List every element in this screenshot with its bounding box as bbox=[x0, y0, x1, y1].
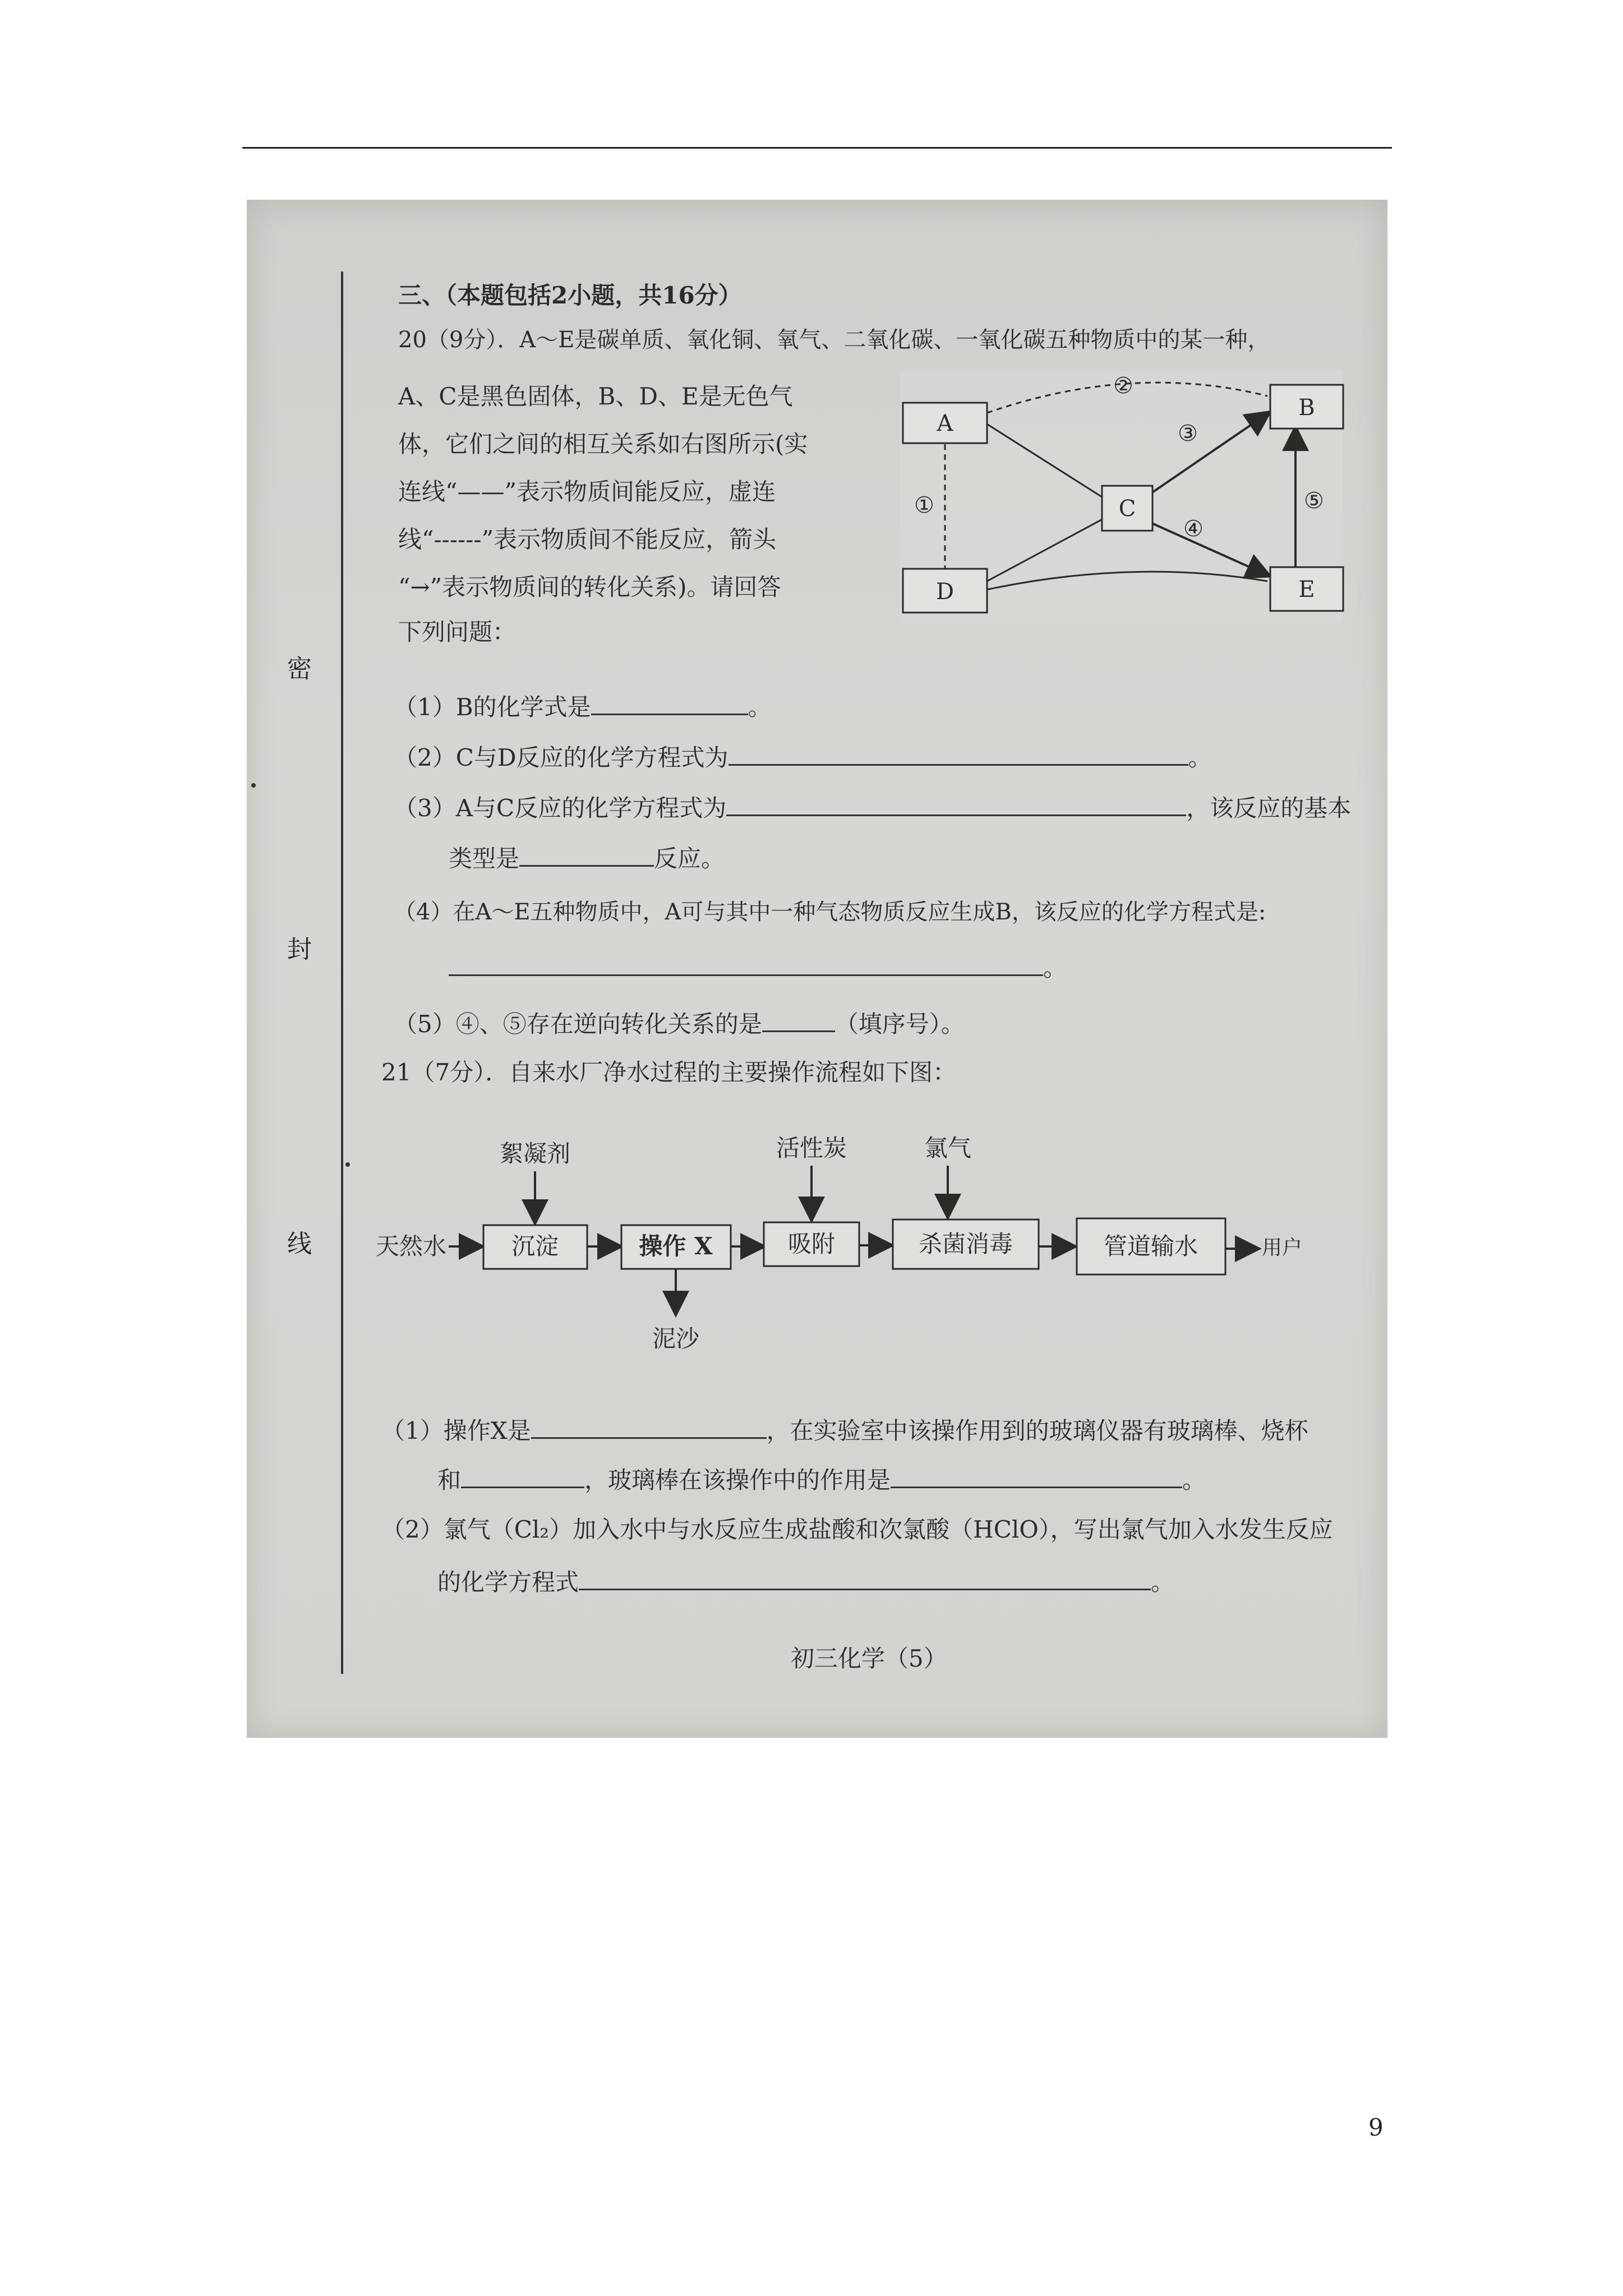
label-2: ② bbox=[1113, 373, 1133, 399]
label-1: ① bbox=[914, 493, 934, 518]
page-number: 9 bbox=[1368, 2114, 1384, 2141]
relation-diagram bbox=[897, 368, 1357, 648]
answer-blank[interactable] bbox=[519, 845, 654, 867]
node-d: D bbox=[935, 579, 955, 605]
node-c: C bbox=[1118, 496, 1136, 522]
q21-part1b-text: 和 bbox=[437, 1466, 462, 1494]
answer-blank[interactable] bbox=[579, 1568, 1151, 1590]
q20-desc-line: 下列问题： bbox=[398, 618, 517, 646]
exam-footer: 初三化学（5） bbox=[791, 1645, 947, 1672]
q20-part3b-text: 类型是 bbox=[449, 845, 520, 872]
q21-part1 bbox=[381, 1417, 1308, 1443]
margin-dot bbox=[345, 1162, 350, 1167]
q20-part1 bbox=[394, 693, 772, 719]
label-5: ⑤ bbox=[1304, 488, 1324, 514]
answer-blank[interactable] bbox=[449, 954, 1043, 976]
flow-additive-flocculant: 絮凝剂 bbox=[499, 1140, 571, 1167]
seal-char-mi: 密 bbox=[287, 655, 312, 683]
seal-char-xian: 线 bbox=[287, 1230, 312, 1258]
answer-blank[interactable] bbox=[762, 1010, 835, 1032]
q21-part2: （2）氯气（Cl₂）加入水中与水反应生成盐酸和次氯酸（HClO），写出氯气加入水发生反应 bbox=[381, 1516, 1333, 1543]
q20-part2 bbox=[394, 744, 1212, 770]
q20-part5-text: （5）④、⑤存在逆向转化关系的是 bbox=[394, 1010, 762, 1038]
q20-desc-line: 连线“——”表示物质间能反应，虚连 bbox=[398, 478, 776, 505]
flow-input: 天然水 bbox=[376, 1232, 447, 1260]
q20-part5 bbox=[394, 1010, 965, 1036]
q20-desc-line: “→”表示物质间的转化关系)。请回答 bbox=[398, 573, 781, 601]
q21-part1b-tail: ，玻璃棒在该操作中的作用是 bbox=[584, 1466, 891, 1494]
node-a: A bbox=[937, 411, 953, 436]
q20-part4-answer bbox=[449, 954, 1067, 980]
flow-step-adsorption: 吸附 bbox=[787, 1230, 836, 1258]
q21-part2b-end: 。 bbox=[1151, 1568, 1175, 1596]
answer-blank[interactable] bbox=[891, 1466, 1182, 1488]
node-e: E bbox=[1298, 577, 1315, 602]
q20-part2-end: 。 bbox=[1188, 744, 1212, 771]
flow-step-disinfection: 杀菌消毒 bbox=[918, 1230, 1013, 1258]
flow-step-sedimentation: 沉淀 bbox=[511, 1232, 559, 1260]
q20-part4-end: 。 bbox=[1043, 954, 1067, 982]
node-b: B bbox=[1298, 395, 1315, 421]
q20-intro: 20（9分）．A～E是碳单质、氧化铜、氧气、二氧化碳、一氧化碳五种物质中的某一种， bbox=[398, 327, 1270, 353]
q21-part1b-end: 。 bbox=[1182, 1466, 1206, 1494]
seal-char-feng: 封 bbox=[287, 935, 312, 964]
answer-blank[interactable] bbox=[726, 794, 1186, 816]
margin-dot bbox=[251, 783, 256, 788]
q20-desc-line: 线“------”表示物质间不能反应，箭头 bbox=[398, 526, 777, 553]
q21-part2b-text: 的化学方程式 bbox=[437, 1568, 579, 1596]
flow-byproduct-silt: 泥沙 bbox=[652, 1325, 700, 1352]
q20-desc-line: A、C是黑色固体，B、D、E是无色气 bbox=[398, 383, 793, 410]
flow-output: 用户 bbox=[1262, 1236, 1303, 1259]
q21-part2b bbox=[437, 1568, 1174, 1594]
q20-part2-text: （2）C与D反应的化学方程式为 bbox=[394, 744, 728, 771]
exam-page-photo bbox=[247, 200, 1387, 1738]
q20-part3-text: （3）A与C反应的化学方程式为 bbox=[394, 794, 727, 822]
q20-part5-end: （填序号）。 bbox=[834, 1010, 965, 1038]
flow-step-pipeline: 管道输水 bbox=[1103, 1232, 1198, 1260]
flow-step-operation-x: 操作 X bbox=[639, 1232, 713, 1260]
q20-part3-tail: ，该反应的基本 bbox=[1186, 794, 1352, 822]
label-4: ④ bbox=[1183, 516, 1204, 542]
q20-part1-end: 。 bbox=[748, 693, 772, 721]
section-heading: 三、（本题包括2小题，共16分） bbox=[398, 282, 742, 309]
answer-blank[interactable] bbox=[461, 1466, 584, 1488]
q21-part1-tail: ，在实验室中该操作用到的玻璃仪器有玻璃棒、烧杯 bbox=[766, 1417, 1308, 1444]
q21-part1-text: （1）操作X是 bbox=[381, 1417, 531, 1444]
flow-additive-carbon: 活性炭 bbox=[776, 1134, 847, 1162]
q21-intro: 21（7分）．自来水厂净水过程的主要操作流程如下图： bbox=[381, 1059, 957, 1086]
answer-blank[interactable] bbox=[591, 693, 748, 715]
q21-part1b bbox=[437, 1466, 1206, 1492]
answer-blank[interactable] bbox=[531, 1417, 767, 1439]
label-3: ③ bbox=[1178, 421, 1198, 447]
q20-part3b-end: 反应。 bbox=[654, 845, 725, 872]
q20-part1-text: （1）B的化学式是 bbox=[394, 693, 591, 721]
water-treatment-flowchart bbox=[376, 1120, 1380, 1355]
q20-part4: （4）在A～E五种物质中，A可与其中一种气态物质反应生成B，该反应的化学方程式是: bbox=[394, 899, 1266, 925]
binding-line bbox=[341, 272, 343, 1674]
header-rule bbox=[242, 147, 1392, 149]
q20-part3 bbox=[394, 794, 1351, 820]
q20-part3b bbox=[449, 845, 725, 871]
answer-blank[interactable] bbox=[728, 744, 1188, 766]
q20-desc-line: 体，它们之间的相互关系如右图所示(实 bbox=[398, 430, 808, 458]
flow-additive-chlorine: 氯气 bbox=[924, 1134, 972, 1162]
